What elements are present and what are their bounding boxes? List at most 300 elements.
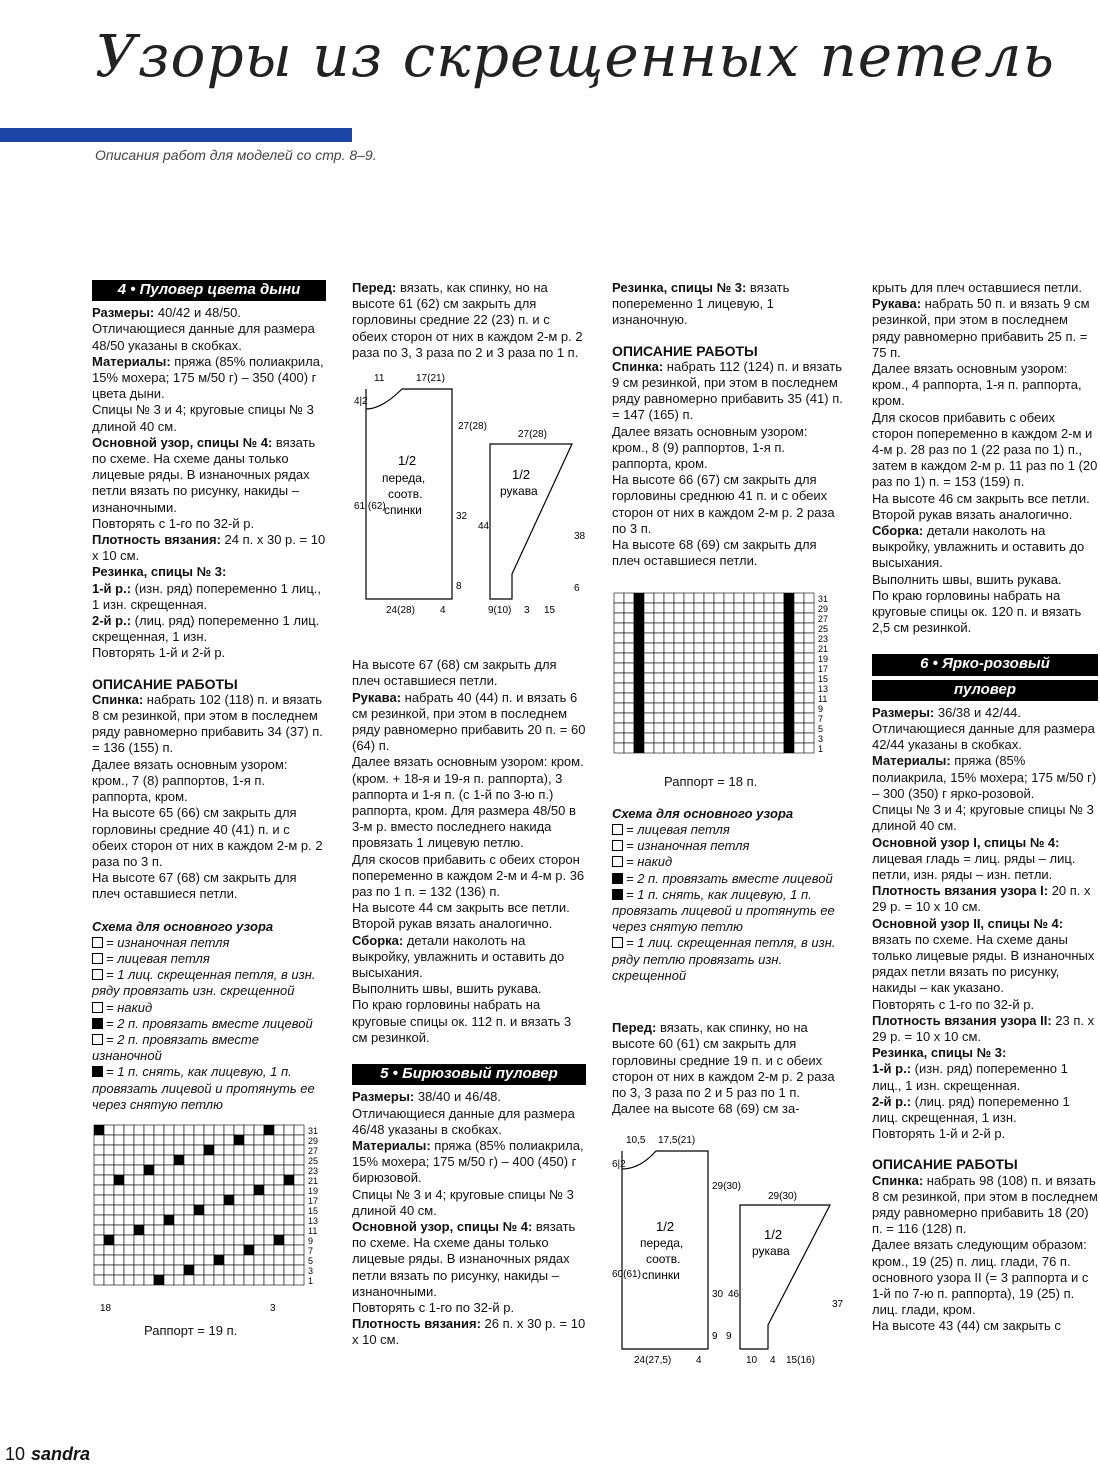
chart-cell [254, 1235, 264, 1245]
chart-cell [634, 653, 644, 663]
chart-cell [274, 1175, 284, 1185]
chart-cell [214, 1225, 224, 1235]
chart-cell [734, 723, 744, 733]
chart-cell [134, 1275, 144, 1285]
chart-cell [704, 623, 714, 633]
chart-cell [174, 1145, 184, 1155]
chart-cell [734, 703, 744, 713]
chart-cell [744, 613, 754, 623]
chart-cell [644, 653, 654, 663]
chart-cell [104, 1135, 114, 1145]
chart-cell [664, 623, 674, 633]
chart-cell [274, 1155, 284, 1165]
column-4 [872, 280, 1098, 1335]
chart-cell [684, 633, 694, 643]
chart-cell [704, 703, 714, 713]
chart-cell [184, 1175, 194, 1185]
chart-cell [734, 663, 744, 673]
chart-cell [114, 1185, 124, 1195]
svg-text:27(28): 27(28) [518, 429, 547, 441]
chart-cell [764, 653, 774, 663]
chart-cell [744, 623, 754, 633]
chart-cell [774, 673, 784, 683]
chart-cell [654, 743, 664, 753]
chart-cell [754, 653, 764, 663]
chart-cell [274, 1125, 284, 1135]
chart-cell [694, 633, 704, 643]
chart-cell [804, 653, 814, 663]
chart-cell [184, 1255, 194, 1265]
chart-cell [214, 1275, 224, 1285]
chart-cell [254, 1245, 264, 1255]
chart-cell [124, 1265, 134, 1275]
chart-cell [144, 1205, 154, 1215]
chart-cell [774, 633, 784, 643]
chart-cell [94, 1205, 104, 1215]
chart-cell [774, 683, 784, 693]
chart-cell [274, 1215, 284, 1225]
chart-cell [174, 1235, 184, 1245]
chart-row-label: 21 [818, 644, 829, 655]
chart-cell [234, 1125, 244, 1135]
chart-cell [784, 743, 794, 753]
back-5-3: На высоте 66 (67) см закрыть для горловины среднюю 41 п. и с обеих сторон от них в каждом 2-м р. 2 раза по 3 п. [612, 472, 835, 536]
chart-cell [194, 1135, 204, 1145]
chart-cell [664, 653, 674, 663]
back-2: Далее вязать основным узором: кром., 7 (8) раппортов, 1-я п. раппорта, кром. [92, 756, 288, 805]
chart-cell [724, 653, 734, 663]
back-6-3: На высоте 43 (44) см закрыть с [872, 1318, 1061, 1334]
needles: Спицы № 3 и 4; круговые спицы № 3 длиной 40 см. [92, 402, 314, 434]
chart-row-label: 5 [308, 1255, 314, 1266]
chart-cell [764, 623, 774, 633]
chart-cell [184, 1275, 194, 1285]
svg-text:9: 9 [712, 1331, 718, 1343]
chart-cell [144, 1215, 154, 1225]
chart-cell [124, 1195, 134, 1205]
front: Перед: вязать, как спинку, но на высоте 61 (62) см закрыть для горловины средние 22 (23) п. и с обеих сторон от них в каждом 2-м р. 2 раза по 3, 3 раза по 2 и 3 раза по 1 п. [352, 280, 583, 360]
chart-cell [614, 743, 624, 753]
svg-text:15: 15 [544, 605, 556, 617]
chart-row-label: 19 [818, 654, 829, 665]
chart-cell [114, 1205, 124, 1215]
k2tog-icon [612, 873, 623, 884]
chart-cell [674, 723, 684, 733]
chart-cell [94, 1175, 104, 1185]
chart-cell [124, 1275, 134, 1285]
chart-cell [214, 1135, 224, 1145]
chart-cell [284, 1135, 294, 1145]
chart-cell [784, 603, 794, 613]
chart-cell [244, 1185, 254, 1195]
chart-cell [164, 1265, 174, 1275]
chart-left-label: 18 [100, 1302, 112, 1314]
chart-cell [194, 1255, 204, 1265]
chart-cell [634, 683, 644, 693]
sleeve-5-5: Второй рукав вязать аналогично. [872, 506, 1073, 522]
scheme-heading-5: Схема для основного узора [612, 805, 794, 821]
chart-cell [224, 1195, 234, 1205]
chart-cell [144, 1245, 154, 1255]
chart-cell [294, 1175, 304, 1185]
chart-cell [274, 1265, 284, 1275]
chart-cell [724, 633, 734, 643]
chart-cell [294, 1265, 304, 1275]
work-heading-5: ОПИСАНИЕ РАБОТЫ [612, 342, 758, 359]
chart-cell [294, 1235, 304, 1245]
chart-cell [624, 693, 634, 703]
svg-text:10: 10 [746, 1355, 758, 1367]
chart-cell [654, 633, 664, 643]
svg-text:17,5(21): 17,5(21) [658, 1135, 696, 1147]
chart-cell [154, 1245, 164, 1255]
chart-row-label: 19 [308, 1185, 319, 1196]
chart-cell [734, 683, 744, 693]
chart-cell [244, 1135, 254, 1145]
chart-cell [634, 663, 644, 673]
svg-text:15(16): 15(16) [786, 1355, 815, 1367]
page-subtitle: Описания работ для моделей со стр. 8–9. [95, 147, 377, 163]
svg-text:37: 37 [832, 1299, 844, 1311]
chart-cell [274, 1205, 284, 1215]
rib-row-2-6: 2-й р.: (лиц. ряд) попеременно 1 лиц. скрещенная, 1 изн. [872, 1093, 1070, 1125]
chart-row-label: 27 [308, 1145, 319, 1156]
chart-cell [704, 743, 714, 753]
chart-cell [94, 1255, 104, 1265]
chart-cell [174, 1125, 184, 1135]
chart-cell [764, 713, 774, 723]
chart-cell [284, 1215, 294, 1225]
chart-cell [674, 603, 684, 613]
knit-symbol-icon [612, 824, 623, 835]
chart-cell [104, 1245, 114, 1255]
chart-cell [704, 683, 714, 693]
chart-row-label: 13 [308, 1215, 319, 1226]
chart-cell [754, 683, 764, 693]
chart-cell [704, 653, 714, 663]
chart-cell [94, 1135, 104, 1145]
chart-cell [94, 1165, 104, 1175]
chart-cell [724, 723, 734, 733]
chart-cell [204, 1245, 214, 1255]
chart-cell [194, 1265, 204, 1275]
chart-cell [684, 673, 694, 683]
chart-cell [694, 623, 704, 633]
chart-cell [744, 663, 754, 673]
chart-cell [184, 1265, 194, 1275]
chart-cell [654, 593, 664, 603]
chart-cell [204, 1205, 214, 1215]
chart-cell [154, 1135, 164, 1145]
chart-cell [204, 1195, 214, 1205]
chart-cell [614, 603, 624, 613]
chart-cell [804, 693, 814, 703]
svg-text:6|2: 6|2 [612, 1159, 626, 1171]
chart-cell [104, 1155, 114, 1165]
chart-cell [714, 703, 724, 713]
chart-cell [94, 1245, 104, 1255]
raport: Раппорт = 19 п. [144, 1323, 238, 1339]
chart-cell [644, 713, 654, 723]
chart-cell [664, 723, 674, 733]
chart-cell [224, 1215, 234, 1225]
chart-cell [244, 1255, 254, 1265]
chart-cell [224, 1145, 234, 1155]
chart-cell [114, 1245, 124, 1255]
chart-cell [644, 683, 654, 693]
chart-cell [104, 1255, 114, 1265]
chart-row-label: 27 [818, 614, 829, 625]
chart-cell [134, 1255, 144, 1265]
chart-cell [294, 1245, 304, 1255]
svg-text:4: 4 [770, 1355, 776, 1367]
chart-cell [634, 673, 644, 683]
assembly: Сборка: детали наколоть на выкройку, увлажнить и оставить до высыхания. [352, 932, 565, 981]
key5-k2tog: = 2 п. провязать вместе лицевой [612, 871, 846, 887]
chart-cell [264, 1165, 274, 1175]
chart-cell [744, 723, 754, 733]
chart-cell [624, 623, 634, 633]
main-pattern-1: Основной узор I, спицы № 4: лицевая гладь = лиц. ряды – лиц. петли, изн. ряды – изн. петли. [872, 834, 1076, 882]
chart-cell [244, 1165, 254, 1175]
chart-row-label: 1 [818, 744, 824, 755]
sizes: Размеры: 40/42 и 48/50. [92, 305, 242, 321]
chart-cell [784, 653, 794, 663]
chart-cell [624, 643, 634, 653]
chart-cell [284, 1255, 294, 1265]
chart-cell [774, 703, 784, 713]
chart-cell [694, 603, 704, 613]
chart-cell [754, 623, 764, 633]
chart-cell [714, 723, 724, 733]
chart-cell [674, 673, 684, 683]
svg-text:4: 4 [440, 605, 446, 617]
chart-cell [134, 1145, 144, 1155]
chart-cell [784, 683, 794, 693]
needles-6: Спицы № 3 и 4; круговые спицы № 3 длиной 40 см. [872, 802, 1094, 834]
chart-cell [644, 603, 654, 613]
chart-cell [264, 1215, 274, 1225]
chart-cell [644, 663, 654, 673]
chart-cell [684, 683, 694, 693]
back-3: На высоте 65 (66) см закрыть для горловины средние 40 (41) п. и с обеих сторон от них в каждом 2-м р. 2 раза по 3 п. [92, 805, 323, 869]
chart-cell [614, 683, 624, 693]
svg-text:1/2: 1/2 [656, 1219, 675, 1235]
sizes-6: Размеры: 36/38 и 42/44. [872, 704, 1022, 720]
chart-cell [294, 1275, 304, 1285]
chart-cell [244, 1155, 254, 1165]
chart-row-label: 11 [818, 694, 828, 705]
svg-text:17(21): 17(21) [416, 373, 445, 385]
chart-cell [254, 1185, 264, 1195]
chart-cell [614, 723, 624, 733]
chart-cell [214, 1235, 224, 1245]
key-k2tog: = 2 п. провязать вместе лицевой [92, 1016, 326, 1032]
chart-cell [284, 1225, 294, 1235]
chart-cell [254, 1195, 264, 1205]
chart-cell [704, 663, 714, 673]
chart-cell [644, 613, 654, 623]
chart-cell [784, 723, 794, 733]
chart-cell [734, 653, 744, 663]
chart-cell [624, 593, 634, 603]
chart-cell [204, 1145, 214, 1155]
chart-cell [154, 1225, 164, 1235]
chart-cell [614, 593, 624, 603]
chart-cell [294, 1195, 304, 1205]
chart-cell [614, 613, 624, 623]
chart-cell [124, 1145, 134, 1155]
chart-cell [284, 1275, 294, 1285]
chart-cell [644, 693, 654, 703]
chart-cell [704, 673, 714, 683]
back-5: Спинка: набрать 112 (124) п. и вязать 9 см резинкой, при этом в последнем ряду равномерно прибавить 35 (41) п. = 147 (165) п. [612, 358, 843, 423]
svg-text:спинки: спинки [642, 1268, 680, 1283]
chart-cell [264, 1175, 274, 1185]
chart-cell [174, 1135, 184, 1145]
chart-cell [264, 1255, 274, 1265]
chart-cell [624, 713, 634, 723]
chart-cell [184, 1245, 194, 1255]
chart-cell [284, 1145, 294, 1155]
key-yarnover: = накид [92, 1000, 326, 1016]
chart-cell [204, 1165, 214, 1175]
chart-cell [764, 603, 774, 613]
main-pattern-2: Основной узор II, спицы № 4: вязать по схеме. На схеме даны только лицевые ряды. В изнаночных рядах петли вязать по рисунку, накиды – как указано. [872, 915, 1095, 996]
chart-cell [724, 743, 734, 753]
chart-cell [254, 1165, 264, 1175]
chart-cell [264, 1275, 274, 1285]
chart-row-label: 23 [308, 1165, 319, 1176]
chart-cell [274, 1145, 284, 1155]
chart-cell [154, 1205, 164, 1215]
chart-cell [174, 1185, 184, 1195]
chart-cell [634, 613, 644, 623]
chart-cell [204, 1125, 214, 1135]
chart-cell [794, 653, 804, 663]
chart-cell [804, 623, 814, 633]
chart-cell [724, 703, 734, 713]
column-2 [352, 280, 586, 1349]
chart-row-label: 3 [818, 734, 824, 745]
back-4: На высоте 67 (68) см закрыть для плеч оставшиеся петли. [92, 870, 297, 902]
key5-yarnover: = накид [612, 854, 846, 870]
chart-cell [704, 643, 714, 653]
svg-text:рукава: рукава [500, 484, 538, 499]
chart-cell [794, 703, 804, 713]
chart-cell [244, 1245, 254, 1255]
svg-text:29(30): 29(30) [768, 1191, 797, 1203]
chart-cell [744, 733, 754, 743]
svg-text:1/2: 1/2 [512, 467, 531, 483]
chart-cell [714, 733, 724, 743]
key-p2tog: = 2 п. провязать вместе изнаночной [92, 1031, 259, 1064]
chart-cell [184, 1135, 194, 1145]
chart-cell [254, 1125, 264, 1135]
chart-cell [634, 693, 644, 703]
chart-cell [674, 713, 684, 723]
chart-cell [284, 1205, 294, 1215]
svg-text:30: 30 [712, 1289, 724, 1301]
schematic-5 [612, 1127, 846, 1367]
chart-cell [784, 613, 794, 623]
chart-cell [614, 653, 624, 663]
repeat: Повторять с 1-го по 32-й р. [92, 515, 255, 531]
chart-cell [224, 1155, 234, 1165]
chart-cell [684, 613, 694, 623]
chart-cell [764, 733, 774, 743]
chart-cell [294, 1135, 304, 1145]
chart-cell [294, 1255, 304, 1265]
chart-cell [804, 643, 814, 653]
chart-cell [714, 593, 724, 603]
chart-cell [104, 1215, 114, 1225]
chart-cell [234, 1235, 244, 1245]
chart-cell [164, 1155, 174, 1165]
chart-cell [634, 593, 644, 603]
chart-cell [274, 1165, 284, 1175]
chart-cell [134, 1165, 144, 1175]
chart-cell [154, 1255, 164, 1265]
chart-cell [754, 723, 764, 733]
chart-cell [674, 623, 684, 633]
chart-cell [184, 1165, 194, 1175]
chart-cell [804, 743, 814, 753]
chart-cell [134, 1225, 144, 1235]
sleeve: Рукава: набрать 40 (44) п. и вязать 6 см резинкой, при этом в последнем ряду равномерно прибавить 20 п. = 60 (64) п. [352, 689, 586, 754]
chart-cell [694, 673, 704, 683]
chart-cell [144, 1185, 154, 1195]
chart-cell [684, 603, 694, 613]
title-accent-bar [0, 128, 352, 142]
chart-cell [804, 663, 814, 673]
chart-cell [134, 1235, 144, 1245]
chart-cell [774, 643, 784, 653]
chart-cell [754, 673, 764, 683]
chart-cell [124, 1185, 134, 1195]
chart-cell [654, 623, 664, 633]
chart-cell [134, 1205, 144, 1215]
chart-cell [204, 1215, 214, 1225]
chart-cell [694, 693, 704, 703]
rib-label-6: Резинка, спицы № 3: [872, 1045, 1007, 1061]
chart-cell [734, 593, 744, 603]
chart-cell [714, 743, 724, 753]
chart-cell [774, 613, 784, 623]
chart-cell [144, 1135, 154, 1145]
chart-cell [684, 733, 694, 743]
sleeve-2: Далее вязать основным узором: кром. (кром. + 18-я и 19-я п. раппорта), 3 раппорта и 1-я п. (с 1-й по 3-ю п.) раппорта, кром. Для размера 48/50 в 3-м р. вместо последнего накида провязать 1 лицевую петлю. [352, 754, 584, 851]
chart-cell [164, 1235, 174, 1245]
key-purl: = изнаночная петля [92, 935, 326, 951]
chart-cell [804, 593, 814, 603]
chart-cell [624, 663, 634, 673]
chart-cell [114, 1125, 124, 1135]
chart-cell [164, 1165, 174, 1175]
chart-cell [274, 1255, 284, 1265]
chart-cell [254, 1175, 264, 1185]
page-footer [5, 1444, 90, 1465]
chart-cell [664, 643, 674, 653]
chart-cell [794, 713, 804, 723]
chart-cell [174, 1225, 184, 1235]
chart-cell [204, 1275, 214, 1285]
chart-cell [284, 1155, 294, 1165]
main-pattern: Основной узор, спицы № 4: вязать по схеме. На схеме даны только лицевые ряды. В изнаночных рядах петли вязать по рисунку, накиды – изнаночными. [92, 434, 316, 515]
chart-cell [234, 1135, 244, 1145]
chart-cell [134, 1185, 144, 1195]
chart-cell [784, 713, 794, 723]
